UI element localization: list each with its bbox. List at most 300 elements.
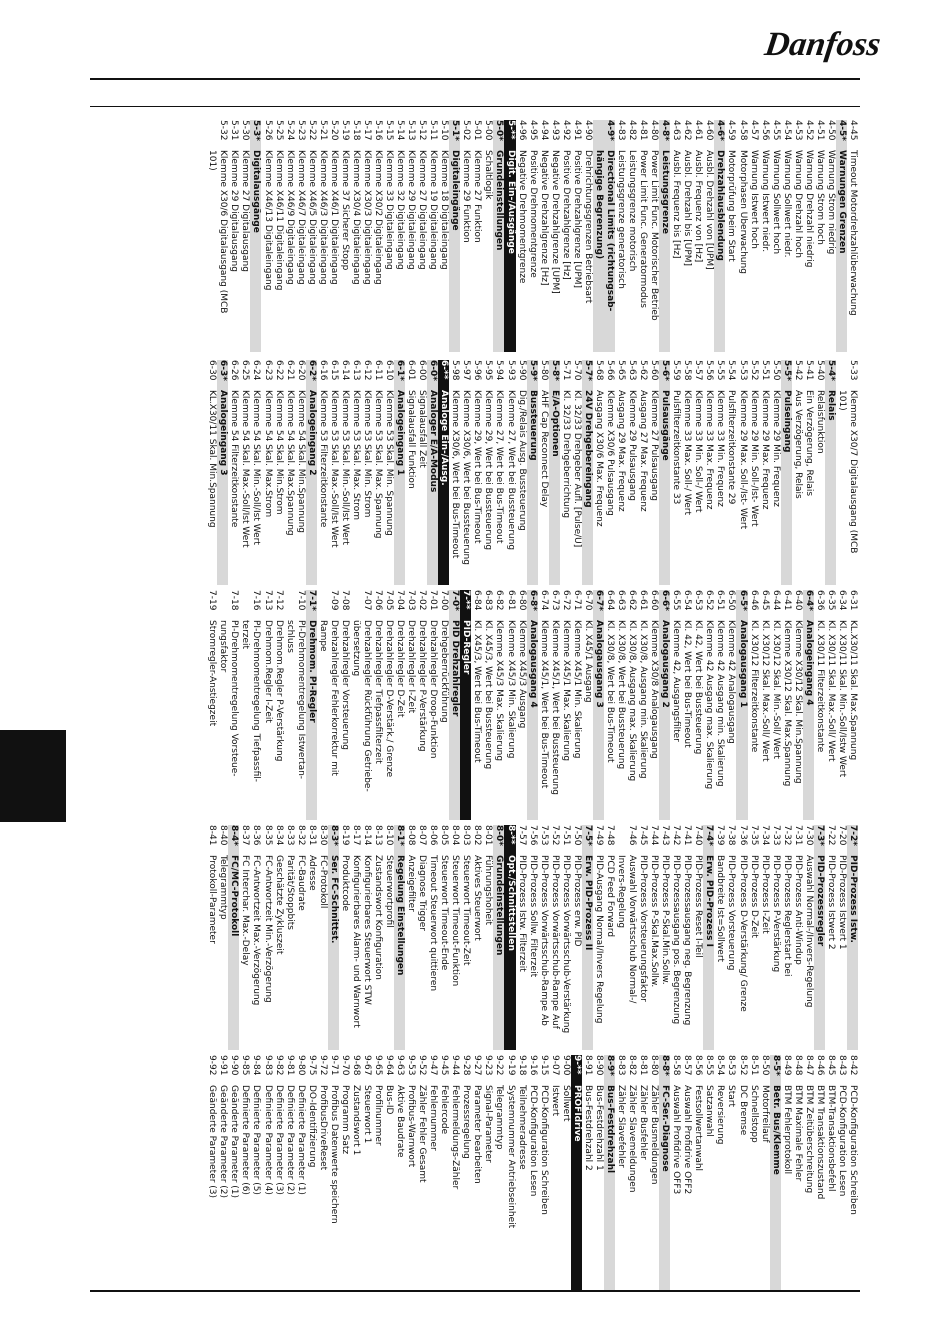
- parameter-label: Analoger E/A-Modus: [428, 390, 439, 493]
- parameter-row: [538, 590, 549, 820]
- parameter-label: PID-Prozess Vorwärtsschub-Rampe Auf: [549, 855, 560, 1029]
- parameter-row: [560, 360, 571, 585]
- parameter-label: PID-Prozess Vorwärtsschub-Rampe Ab: [538, 855, 549, 1026]
- parameter-label: Klemme 33 Max. Soll-/ Wert: [682, 390, 693, 516]
- subgroup-heading: [593, 590, 604, 820]
- parameter-label: Klemme X45/1 Max. Skalierung: [560, 620, 571, 762]
- parameter-row: [538, 1055, 549, 1290]
- parameter-label: PID-Prozess Istwert 2: [825, 855, 836, 950]
- parameter-number: 5-62: [638, 360, 649, 381]
- parameter-row: [361, 590, 372, 820]
- subgroup-heading: [250, 120, 261, 352]
- parameter-row: [593, 825, 604, 1050]
- subgroup-heading: [228, 825, 239, 1050]
- parameter-label: Auswahl Profidrive OFF3: [671, 1085, 682, 1195]
- parameter-row: [217, 590, 228, 820]
- parameter-row: [748, 360, 759, 585]
- parameter-label: Ser. FC-Schnittst.: [328, 855, 339, 944]
- parameter-label: hängige Begrenzung): [593, 150, 604, 260]
- footer-rule: [90, 1290, 860, 1292]
- parameter-row: [538, 825, 549, 1050]
- parameter-label: Pulsfilterzeitkonstante 33: [671, 390, 682, 505]
- parameter-label: Warnungen Grenzen: [836, 150, 847, 254]
- parameter-number: 5-58: [682, 360, 693, 381]
- parameter-row: [670, 1055, 681, 1290]
- parameter-label: Drehzahlregler D-Verstärk./ Grenze: [384, 620, 395, 778]
- parameter-row: [482, 120, 493, 352]
- parameter-label: Klemme 29 Min. Soll-/Ist- Wert: [748, 390, 759, 527]
- parameter-row: [239, 360, 250, 585]
- parameter-label: Klemme 53 Skal. Max.-Soll/Ist Wert: [328, 390, 339, 548]
- parameter-number: 8-80: [649, 1055, 660, 1076]
- parameter-row: [261, 590, 272, 820]
- parameter-label: Ausgang X30/6 Max. Frequenz: [593, 390, 604, 527]
- subgroup-heading: [449, 120, 460, 352]
- parameter-label: FC-Baudrate: [295, 855, 306, 911]
- parameter-number: 8-32: [295, 825, 306, 846]
- parameter-row: [615, 590, 626, 820]
- parameter-row: [206, 120, 217, 352]
- parameter-label: Warnung Sollwert hoch: [770, 150, 781, 255]
- parameter-number: 6-00: [417, 360, 428, 381]
- parameter-label: Erw. PID-Prozess I: [704, 855, 715, 947]
- parameter-row: [516, 825, 527, 1050]
- parameter-number: 4-80: [649, 120, 660, 141]
- parameter-number: 6-41: [781, 590, 792, 611]
- parameter-label: PID-Prozess D-Verstärkung/ Grenze: [737, 855, 748, 1012]
- subgroup-heading: [394, 825, 405, 1050]
- parameter-row: [571, 120, 582, 352]
- parameter-label: Drehzahlregler Rückführung Getriebe-: [361, 620, 372, 792]
- parameter-label: Bus-Festdrehzahl: [604, 1085, 615, 1174]
- parameter-row: [306, 120, 317, 352]
- parameter-number: 8-03: [461, 825, 472, 846]
- parameter-number: 6-71: [571, 590, 582, 611]
- parameter-number: 4-60: [704, 120, 715, 141]
- parameter-label: Drehmom.Regler P-Verstärkung: [273, 620, 284, 762]
- parameter-label: Kl. X45/1 Ausgang: [582, 620, 593, 703]
- parameter-label: Warnung Drehzahl niedrig: [803, 150, 814, 268]
- parameter-label: PID-Prozess Istw.: [848, 855, 858, 943]
- parameter-label: Digit. Ein-/Ausgänge: [505, 150, 516, 254]
- parameter-label: PID-Prozess I-Zeit: [759, 855, 770, 934]
- parameter-row: [239, 1055, 250, 1290]
- parameter-number: 8-55: [704, 1055, 715, 1076]
- parameter-row: [714, 1055, 725, 1290]
- parameter-label: Klemme 54 Skal. Min.-Soll/Ist Wert: [251, 390, 262, 545]
- parameter-row: [692, 360, 703, 585]
- parameter-number: 9-85: [240, 1055, 251, 1076]
- parameter-row: [383, 825, 394, 1050]
- parameter-number: 5-65: [616, 360, 627, 381]
- parameter-number: 7-03: [406, 590, 417, 611]
- parameter-row: [681, 360, 692, 585]
- parameter-number: 9-52: [417, 1055, 428, 1076]
- parameter-row: [284, 360, 295, 585]
- parameter-label: Klemme X30/3 Digitaleingang: [361, 150, 372, 285]
- parameter-number: 6-1*: [395, 360, 406, 381]
- parameter-label: Motorprüfung beim Start: [726, 150, 737, 262]
- parameter-row: [538, 120, 549, 352]
- parameter-number: 7-38: [726, 825, 737, 846]
- parameter-label: Klemme 27 Digitaleingang: [417, 150, 428, 270]
- parameter-number: 7-48: [604, 825, 615, 846]
- parameter-label: Bus-Festdrehzahl 2: [582, 1085, 593, 1171]
- parameter-row: [449, 360, 460, 585]
- parameter-number: 9-84: [251, 1055, 262, 1076]
- parameter-number: 4-8*: [660, 120, 671, 141]
- parameter-row: [770, 590, 781, 820]
- parameter-number: 6-61: [638, 590, 649, 611]
- parameter-row: [792, 590, 803, 820]
- group-heading: [460, 590, 471, 820]
- parameter-label: Klemme 53 Skal. Min. Strom: [361, 390, 372, 518]
- parameter-label: PID-Prozess Sollw. Filterzeit: [527, 855, 538, 978]
- parameter-row: [416, 360, 427, 585]
- parameter-label: Warnung Istwert hoch: [748, 150, 759, 249]
- parameter-row: [626, 1055, 637, 1290]
- parameter-number: 4-55: [770, 120, 781, 141]
- parameter-row: [405, 1055, 416, 1290]
- parameter-number: 4-51: [814, 120, 825, 141]
- parameter-label: Definierte Parameter (4): [262, 1085, 273, 1195]
- parameter-label: Kl. X30/11 Skal. Min.-Soll/Istw Wert: [836, 620, 847, 778]
- parameter-number: 7-16: [251, 590, 262, 611]
- parameter-number: 5-9*: [527, 360, 538, 381]
- parameter-row: [516, 1055, 527, 1290]
- parameter-row: [361, 120, 372, 352]
- parameter-row: [339, 120, 350, 352]
- parameter-label: Geänderte Parameter (1): [229, 1085, 240, 1199]
- parameter-number: 5-50: [770, 360, 781, 381]
- parameter-label: Diagnose Trigger: [417, 855, 428, 931]
- parameter-row: [582, 1055, 593, 1290]
- parameter-label: Protokoll-Parameter: [207, 855, 218, 944]
- parameter-row: [825, 825, 836, 1050]
- parameter-label: PID-Regler: [461, 620, 472, 675]
- parameter-row: [460, 360, 471, 585]
- subgroup-heading: [493, 120, 504, 352]
- parameter-number: 9-63: [395, 1055, 406, 1076]
- parameter-row: [781, 120, 792, 352]
- parameter-label: PI-Drehmomentregelung Tiefpassfil-: [251, 620, 262, 783]
- parameter-number: 6-7*: [593, 590, 604, 611]
- parameter-number: 4-61: [693, 120, 704, 141]
- parameter-label: Definierte Parameter (1): [295, 1085, 306, 1195]
- parameter-row: [471, 360, 482, 585]
- parameter-number: 6-80: [516, 590, 527, 611]
- parameter-number: 6-44: [770, 590, 781, 611]
- parameter-number: 6-23: [262, 360, 273, 381]
- parameter-row: [736, 1055, 747, 1290]
- parameter-row: [549, 825, 560, 1050]
- parameter-number: 9-53: [406, 1055, 417, 1076]
- parameter-label: Fehlermeldungs-Zähler: [450, 1085, 461, 1190]
- parameter-label: Produktcode: [339, 855, 350, 912]
- parameter-label: Klemme 29 Pulsausgang: [627, 390, 638, 501]
- parameter-label: Prozessregelung: [461, 1085, 472, 1159]
- parameter-label: Kl. X30/8, Wert bei Bus-Timeout: [604, 620, 615, 763]
- parameter-row: [394, 1055, 405, 1290]
- parameter-row: [471, 120, 482, 352]
- parameter-row: [814, 590, 825, 820]
- parameter-number: 5-12: [417, 120, 428, 141]
- parameter-number: 8-51: [748, 1055, 759, 1076]
- parameter-label: PID-Prozess D-Zeit: [748, 855, 759, 938]
- parameter-row: [770, 360, 781, 585]
- parameter-row: [703, 360, 714, 585]
- parameter-label: Klemme 29, Wert bei Bus-Timeout: [472, 390, 483, 544]
- parameter-row: [217, 825, 228, 1050]
- parameter-label: Dig./Relais Ausg. Bussteuerung: [516, 390, 527, 531]
- parameter-number: 5-68: [593, 360, 604, 381]
- parameter-row: [803, 120, 814, 352]
- parameter-row: [295, 590, 306, 820]
- parameter-number: 5-0*: [494, 120, 505, 141]
- parameter-label: Konfigurierbares Alarm- und Warnwort: [350, 855, 361, 1028]
- parameter-row: [295, 1055, 306, 1290]
- parameter-number: 4-53: [792, 120, 803, 141]
- parameter-row: [803, 825, 814, 1050]
- parameter-row: [350, 120, 361, 352]
- parameter-number: 7-18: [229, 590, 240, 611]
- subgroup-heading: [582, 825, 593, 1050]
- parameter-number: 4-81: [638, 120, 649, 141]
- parameter-label: Steuerwort Timeout-Funktion: [450, 855, 461, 987]
- parameter-label: Klemme X30/12 Skal. Max.Spannung: [781, 620, 792, 787]
- parameter-row: [792, 120, 803, 352]
- parameter-label: Schnellstopp: [748, 1085, 759, 1143]
- parameter-label: PCD-Konfiguration Schreiben: [848, 1085, 858, 1215]
- parameter-label: Drehzahlregler Tiefpassfilterzeit: [372, 620, 383, 764]
- parameter-label: PID-Prozess Reset I-Teil: [693, 855, 704, 958]
- parameter-number: 8-08: [406, 825, 417, 846]
- parameter-label: Klemme X30/2 Digitaleingang: [372, 150, 383, 285]
- parameter-label: Analogeingang 3: [218, 390, 229, 476]
- parameter-label: Leistungsgrenze generatorisch: [616, 150, 627, 289]
- parameter-label: PID-Prozessregler: [814, 855, 825, 947]
- parameter-number: 6-82: [494, 590, 505, 611]
- parameter-label: Geschätzte Zykluszeit: [273, 855, 284, 955]
- parameter-number: 5-95: [483, 360, 494, 381]
- parameter-number: 5-11: [428, 120, 439, 141]
- parameter-label: Klemme 54 Skal. Min.Spannung: [295, 390, 306, 533]
- parameter-label: Negative Drehzahlgrenze [Hz]: [538, 150, 549, 286]
- parameter-number: 6-30: [207, 360, 218, 381]
- parameter-label: Analogausgang 3: [593, 620, 604, 708]
- parameter-row: [228, 360, 239, 585]
- parameter-label: Festsollwertanwahl: [693, 1085, 704, 1172]
- parameter-number: 4-96: [516, 120, 527, 141]
- parameter-number: 8-5*: [770, 1055, 781, 1076]
- parameter-number: 7-56: [527, 825, 538, 846]
- parameter-number: 6-34: [836, 590, 847, 611]
- parameter-number: 7-39: [715, 825, 726, 846]
- parameter-row: [372, 120, 383, 352]
- parameter-number: 8-90: [593, 1055, 604, 1076]
- parameter-label: Steuerwort Timeout-Zeit: [461, 855, 472, 966]
- parameter-label: Kl. 32/33 Drehgeber Aufl. [Pulse/U]: [571, 390, 582, 548]
- parameter-number: 8-9*: [604, 1055, 615, 1076]
- parameter-label: Klemme X30/12 Skal. Min.Spannung: [792, 620, 803, 784]
- subgroup-heading: [659, 120, 670, 352]
- parameter-label: Parameter bearbeiten: [472, 1085, 483, 1184]
- parameter-row: [527, 1055, 538, 1290]
- parameter-row: [714, 590, 725, 820]
- parameter-label: Regelung Einstellungen: [395, 855, 406, 976]
- parameter-number: 6-20: [295, 360, 306, 381]
- parameter-label: ProfibusDriveReset: [317, 1085, 328, 1171]
- parameter-row: [781, 825, 792, 1050]
- parameter-label: KL.X30/11 Skal. Min.Spannung: [207, 390, 218, 528]
- parameter-number: 5-63: [627, 360, 638, 381]
- parameter-label: Definierte Parameter (3): [273, 1085, 284, 1195]
- parameter-label: Pulsausgänge: [660, 390, 671, 461]
- parameter-number: 4-63: [671, 120, 682, 141]
- parameter-number: 8-10: [384, 825, 395, 846]
- parameter-label: Klemme 53 Skal. Max. Spannung: [372, 390, 383, 539]
- parameter-number: 7-5*: [582, 825, 593, 846]
- parameter-row: [449, 1055, 460, 1290]
- parameter-label: FC/MC-Protokoll: [229, 855, 240, 937]
- parameter-number: 9-00: [560, 1055, 571, 1076]
- parameter-number: 5-21: [317, 120, 328, 141]
- parameter-label: Drehrichtungsgrenzen Betriebsart: [582, 150, 593, 304]
- parameter-number: 5-02: [461, 120, 472, 141]
- parameter-number: 9-71: [328, 1055, 339, 1076]
- parameter-number: 8-82: [627, 1055, 638, 1076]
- parameter-label: Leistungsgrenze motorisch: [627, 150, 638, 272]
- parameter-label: Warnung Strom hoch: [814, 150, 825, 245]
- parameter-label: Telegrammtyp: [218, 855, 229, 920]
- subgroup-heading: [781, 360, 792, 585]
- parameter-row: [482, 360, 493, 585]
- parameter-label: PID-Prozess Vorsteuerung: [726, 855, 737, 971]
- parameter-label: terzeit: [240, 620, 251, 650]
- parameter-label: Teilnehmeradresse: [516, 1085, 527, 1170]
- parameter-label: Konfigurierbares Steuerwort STW: [361, 855, 372, 1005]
- parameter-number: 8-8*: [660, 1055, 671, 1076]
- parameter-number: 8-01: [483, 825, 494, 846]
- parameter-label: Klemme 54 Skal. Min.Strom: [273, 390, 284, 515]
- parameter-number: 6-62: [627, 590, 638, 611]
- parameter-label: PID-Prozess P-Skal.Max.Sollw.: [649, 855, 660, 988]
- subgroup-heading: [427, 360, 438, 585]
- parameter-row: [516, 360, 527, 585]
- parameter-label: Klemme 29, Wert bei Bussteuerung: [483, 390, 494, 551]
- parameter-label: Bus-Festdrehzahl 1: [593, 1085, 604, 1171]
- parameter-number: 9-28: [461, 1055, 472, 1076]
- parameter-row: [306, 825, 317, 1050]
- parameter-label: Klemme X30/6 Pulsausgang: [604, 390, 615, 516]
- parameter-column: [206, 825, 858, 1050]
- parameter-number: 7-1*: [306, 590, 317, 611]
- parameter-number: 8-37: [240, 825, 251, 846]
- parameter-label: Klemme 54 Skal. Max.Spannung: [284, 390, 295, 536]
- parameter-label: Klemme 29 Min. Frequenz: [770, 390, 781, 507]
- parameter-number: 5-6*: [660, 360, 671, 381]
- parameter-number: 5-30: [240, 120, 251, 141]
- parameter-row: [847, 1055, 858, 1290]
- parameter-row: [626, 120, 637, 352]
- parameter-label: Klemme X45/1, Wert bei Bussteuerung: [549, 620, 560, 795]
- parameter-label: Sollwert: [560, 1085, 571, 1122]
- parameter-label: PCD-Konfiguration Lesen: [527, 1085, 538, 1197]
- parameter-number: 5-57: [693, 360, 704, 381]
- parameter-number: 8-**: [505, 825, 516, 845]
- parameter-number: 4-92: [560, 120, 571, 141]
- subgroup-heading: [814, 825, 825, 1050]
- parameter-label: Profilnummer: [372, 1085, 383, 1146]
- parameter-label: Klemme 29 Funktion: [461, 150, 472, 243]
- parameter-number: 6-31: [848, 590, 858, 611]
- parameter-label: BTM Fehlerprotokoll: [781, 1085, 792, 1175]
- parameter-label: Negative Drehmomentgrenze: [516, 150, 527, 284]
- parameter-number: 7-49: [593, 825, 604, 846]
- parameter-number: 8-45: [825, 1055, 836, 1076]
- parameter-label: Zähler Fehler Gesamt: [417, 1085, 428, 1183]
- parameter-row: [571, 360, 582, 585]
- parameter-label: KL.X30/11 Skal. Max.Spannung: [848, 620, 858, 761]
- parameter-row: [206, 825, 217, 1050]
- parameter-label: Drehzahlregler Vorsteuerung: [339, 620, 350, 750]
- parameter-number: 9-19: [505, 1055, 516, 1076]
- parameter-number: 6-25: [240, 360, 251, 381]
- group-heading: [505, 825, 516, 1050]
- parameter-number: 6-46: [748, 590, 759, 611]
- parameter-number: 5-53: [737, 360, 748, 381]
- parameter-row: [482, 825, 493, 1050]
- parameter-label: Directional Limits (richtungsab-: [604, 150, 615, 312]
- parameter-label: Analogeingang 4: [803, 620, 814, 706]
- parameter-row: [770, 120, 781, 352]
- parameter-label: Anzeigefilter: [406, 855, 417, 912]
- parameter-row: [438, 1055, 449, 1290]
- parameter-label: Klemme X30/6, Wert bei Bus-Timeout: [450, 390, 461, 559]
- parameter-number: 8-19: [339, 825, 350, 846]
- parameter-label: PCD-Konfiguration Lesen: [836, 1085, 847, 1197]
- parameter-label: PCD Feed Forward: [604, 855, 615, 938]
- parameter-label: Ausgang 29 Max. Frequenz: [616, 390, 627, 512]
- parameter-number: 4-58: [737, 120, 748, 141]
- parameter-number: 8-52: [737, 1055, 748, 1076]
- parameter-label: Programm Satz: [339, 1085, 350, 1155]
- subgroup-heading: [493, 825, 504, 1050]
- parameter-row: [361, 1055, 372, 1290]
- parameter-number: 6-52: [704, 590, 715, 611]
- parameter-label: Steuerwortprofil: [384, 855, 395, 928]
- parameter-number: 8-47: [803, 1055, 814, 1076]
- parameter-row: [427, 590, 438, 820]
- parameter-label: Warnung Drehzahl hoch: [792, 150, 803, 258]
- subgroup-heading: [803, 590, 814, 820]
- parameter-row: [714, 825, 725, 1050]
- parameter-label: Klemme X45/1, Wert bei Bus-Timeout: [538, 620, 549, 789]
- parameter-row: [692, 120, 703, 352]
- parameter-row: [261, 1055, 272, 1290]
- parameter-label: Geänderte Parameter (3): [207, 1085, 218, 1199]
- parameter-label: Positive Drehmomentgrenze: [527, 150, 538, 278]
- parameter-number: 7-05: [384, 590, 395, 611]
- parameter-label: Klemme 27 Pulsausgang: [649, 390, 660, 501]
- parameter-number: 9-64: [384, 1055, 395, 1076]
- parameter-number: 8-35: [262, 825, 273, 846]
- parameter-number: 6-36: [814, 590, 825, 611]
- parameter-number: 8-06: [428, 825, 439, 846]
- parameter-label: Pulseingang: [781, 390, 792, 453]
- parameter-number: 9-15: [538, 1055, 549, 1076]
- parameter-row: [328, 120, 339, 352]
